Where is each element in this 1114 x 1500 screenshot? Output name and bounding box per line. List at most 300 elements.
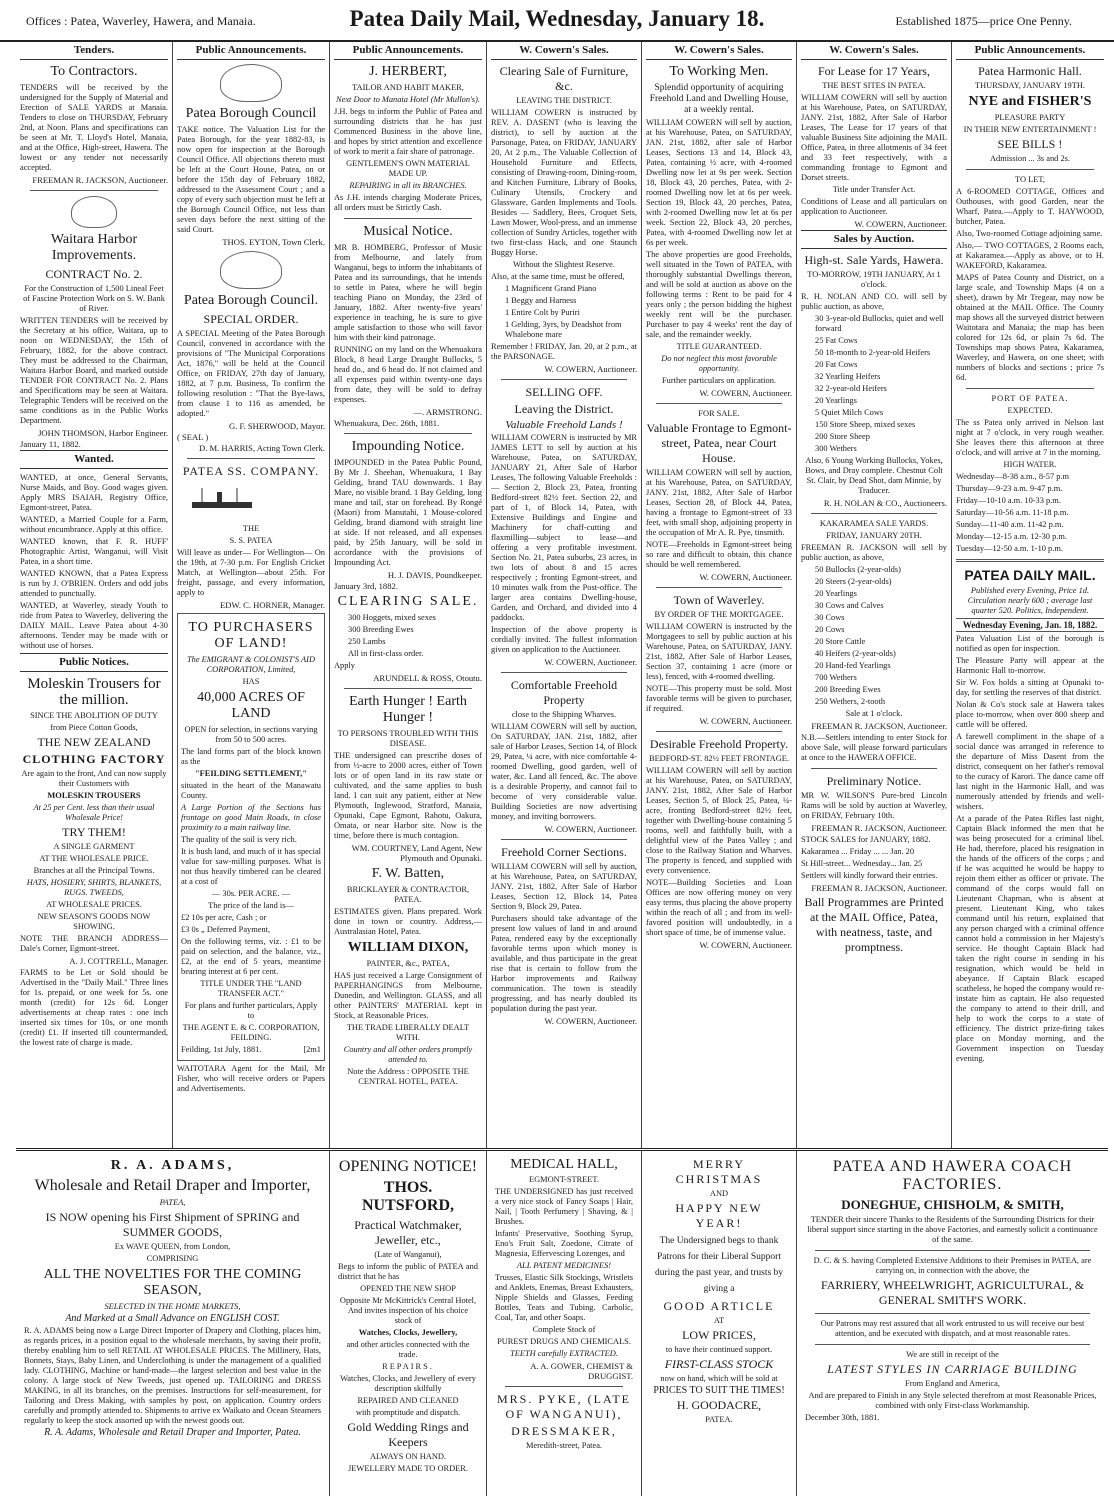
ad-line: now on hand, which will be sold at xyxy=(660,1374,778,1383)
adams-advertisement xyxy=(16,1151,330,1496)
divider xyxy=(811,768,937,769)
ad-title: Clearing Sale of Furniture, &c. xyxy=(499,64,629,93)
ad-title: Patea Borough Council xyxy=(185,106,317,121)
ad-line: Meredith-street, Patea. xyxy=(525,1441,603,1450)
ad-line: OPEN for selection, in sections varying from 50 to 500 acres. xyxy=(184,725,318,744)
list-item: 20 Hand-fed Yearlings xyxy=(815,661,891,670)
news-paragraph: Nolan & Co's stock sale at Hawera takes place to-morrow, when over 800 sheep and cattle will be offered. xyxy=(956,700,1104,729)
ad-line: Opposite Mr McKittrick's Central Hotel, And invites inspection of his choice stock of xyxy=(339,1296,477,1325)
ad-line: Country and all other orders promptly attended to. xyxy=(343,1045,473,1064)
ad-line: IN THEIR NEW ENTERTAINMENT ! xyxy=(963,125,1097,134)
ad-code: [2m1 xyxy=(303,1045,321,1054)
list-item: 32 Yearling Heifers xyxy=(815,372,881,381)
classified-ad: WANTED, a Married Couple for a Farm, without encumbrance. Apply at this office. xyxy=(20,515,168,534)
ad-line: THE NEW ZEALAND xyxy=(37,735,151,749)
ad-date: Whenuakura, Dec. 26th, 1881. xyxy=(334,418,440,428)
ad-signature: A. J. COTTRELL, Manager. xyxy=(69,956,168,966)
ad-body: NOTE—Building Societies and Loan Offices are now offering money on very easy terms, thus placing the above property within the reach of all ; and from its well-favored position will undoubtedly, in a short space of time, be of immense value. xyxy=(646,878,792,937)
ad-body: ESTIMATES given. Plans prepared. Work done in town or country. Address,—Australasian Hotel, Patea. xyxy=(334,907,482,936)
tide-row: Wednesday—8-38 a.m., 8-57 p.m xyxy=(956,472,1070,481)
ad-line: Settlers will kindly forward their entries. xyxy=(801,871,938,880)
ad-signature: FREEMAN R. JACKSON, Auctioneer. xyxy=(811,721,947,731)
coat-of-arms-icon xyxy=(71,196,117,228)
column-announcements-2 xyxy=(330,42,487,1148)
established-line: Established 1875—price One Penny. xyxy=(895,14,1072,28)
news-paragraph: A farewell compliment in the shape of a social dance was arranged in reference to the departure of Miss Dasent from the district, consequent on her father's removal to the curacy of Karori. The dance came off last night in the Harmonic Hall, and was numerously attended by friends and well-wishers. xyxy=(956,732,1104,811)
ad-line: Watches, Clocks, and Jewellery of every description skilfully xyxy=(340,1374,476,1393)
news-paragraph: At a parade of the Patea Rifles last night, Captain Black informed the men that he was being prosecuted for a criminal libel. He had, therefore, placed his resignation in the hands of the officers of the corps ; and if he was acquitted he would be happy to rejoin them either as officer or private. The command of the corps would fall on Lieutenant Chapman, who is absent at present. Lieutenant King, who takes command until his return, explained that any person charged with a criminal offence cannot hold a commission in her Majesty's service. He thought Captain Black had taken the right course in sending in his resignation, which would be held in abeyance. If Captain Black escaped scatheless, he hoped the company would re-instate him as captain. He also requested the company to attend to their drill, and help to work the corps to a state of efficiency. The district prize-firing takes place on Monday morning, and the Government inspection on Tuesday evening. xyxy=(956,814,1104,1063)
ad-line: and other articles connected with the trade. xyxy=(346,1340,470,1359)
column-announcements-1 xyxy=(173,42,330,1148)
ad-date: Feilding, 1st July, 1881. xyxy=(181,1045,262,1054)
seal-icon: ( SEAL ) xyxy=(177,432,209,442)
ad-line: The quality of the soil is very rich. xyxy=(181,835,297,844)
ad-title: F. W. Batten, xyxy=(371,866,445,881)
ad-line: On the following terms, viz. : £1 to be paid on selection, and the balance, viz., £2, at the end of 5 years, meantime bearing interest at 6 per cent. xyxy=(181,937,321,976)
ad-line: FIRST-CLASS STOCK xyxy=(664,1357,774,1371)
ad-body: FREEMAN R. JACKSON will sell by public auction, as above, xyxy=(801,543,947,562)
ad-line: HAS xyxy=(242,677,260,686)
ad-title: Impounding Notice. xyxy=(351,439,465,454)
ad-body: Will leave as under— For Wellington— On the 19th, at 7-30 p.m. For English Cricket Match, at Wellington—about 25th. For freight, passage, and every information, apply to xyxy=(177,548,325,597)
ad-body: MR B. HOMBERG, Professor of Music from Melbourne, and lately from Wanganui, begs to inform the inhabitants of Patea and its surroundings, that he intends to settle in Patea, where he will begin teaching Piano on Monday, the 23rd of January, 1882. After twenty-five years' experience in teaching, he is sure to give ample satisfaction to those who will favor him with their kind patronage. xyxy=(334,243,482,342)
ad-subtitle: BY ORDER OF THE MORTGAGEE. xyxy=(654,610,784,619)
ad-title: FOR SALE. xyxy=(698,409,740,418)
ad-subtitle: THE BEST SITES IN PATEA. xyxy=(822,81,926,90)
list-item: 300 Wethers xyxy=(815,444,857,453)
ad-body: MR W. WILSON'S Pure-bred Lincoln Rams will be sold by auction at Waverley, on FRIDAY, February 10th. xyxy=(801,791,947,820)
top-section xyxy=(16,42,1108,1148)
ad-body: THE UNDERSIGNED has just received a very nice stock of Fancy Soaps | Hair, Nail, | Tooth Perfumery | Shaving, & | Brushes. xyxy=(495,1187,633,1226)
ad-signature: JOHN THOMSON, Harbor Engineer. xyxy=(38,428,168,438)
ad-title: NYE and FISHER'S xyxy=(968,94,1092,109)
ad-line: ALWAYS ON HAND. xyxy=(369,1452,447,1461)
ad-signature: W. COWERN, Auctioneer. xyxy=(544,824,637,834)
ad-subtitle: Splendid opportunity of acquiring Freehold Land and Dwelling House, at a weekly rental. xyxy=(649,83,789,115)
ad-signature: W. COWERN, Auctioneer. xyxy=(854,219,947,229)
ad-line: For plans and further particulars, Apply to xyxy=(184,1001,318,1020)
ad-line: NEW SEASON'S GOODS NOW SHOWING. xyxy=(37,912,151,931)
column-heading: Public Announcements. xyxy=(177,42,325,60)
coat-of-arms-icon xyxy=(220,251,282,289)
ad-line: A Large Portion of the Sections has frontage on good Main Roads, in close proximity to a main railway line. xyxy=(181,803,321,832)
coach-factories-advertisement xyxy=(797,1151,1108,1496)
ad-signature: —. ARMSTRONG. xyxy=(413,407,482,417)
ad-signature: H. GOODACRE, xyxy=(676,1398,762,1412)
ad-line: (Late of Wanganui), xyxy=(374,1250,442,1259)
ad-signature: W. COWERN, Auctioneer. xyxy=(699,716,792,726)
ad-body: R. A. ADAMS being now a Large Direct Importer of Drapery and Clothing, places him, as regards prices, in a position equal to the wholesale merchants, by saving their profit, thereby enabling him to sell RETAIL AT WHOLESALE PRICES. The Millinery, Hats, Bonnets, Stays, Baby Linen, and Underclothing is under the management of a qualified lady. CLOTHING, Machine or hand-made—the largest selection and best value in the colony. A large stock of New Tweeds, just opened up. TAILORING and DRESS MAKING, in all its branches, on the premises. Instructions for self-measurement, for Tailoring and Dress Making, with samples by post, on application. Country orders carefully and promptly attended to. Shipments to arrive ex Waikato and Ocean Steamers regularly to keep the stock assorted up with the newest goods out. xyxy=(24,1326,321,1425)
ad-title: MERRY CHRISTMAS xyxy=(675,1157,763,1186)
ad-subtitle: TAILOR AND HABIT MAKER, xyxy=(352,83,464,92)
ad-line: situated in the heart of the Manawatu County. xyxy=(181,781,321,800)
ad-body: N.B.—Settlers intending to enter Stock for above Sale, will please forward particulars at once to the HAWERA OFFICE. xyxy=(801,733,947,762)
list-item: 30 Cows xyxy=(815,613,845,622)
ad-line: Do not neglect this most favorable opportunity. xyxy=(661,354,777,373)
ad-line: OPENED THE NEW SHOP xyxy=(360,1284,456,1293)
ad-title: Patea Harmonic Hall. xyxy=(978,64,1082,78)
seal-label: SEAL xyxy=(182,432,204,442)
ad-body: R. H. NOLAN AND CO. will sell by public auction, as above, xyxy=(801,292,947,311)
classified-ad: WANTED, at once, General Servants, Nurse Maids, and Boy. Good wages given. Apply MRS ISAIAH, Registry Office, Egmont-street, Patea. xyxy=(20,473,168,512)
ad-body: WILLIAM COWERN is instructed by MR JAMES LETT to sell by auction at his Warehouse, Patea, on SATURDAY, JANUARY 21, After Sale of Harbor Leases, The following Valuable Freeholds :— Section 2, Block 23, Patea, fronting Bedford-street 82½ feet. Section 22, and part of 1, of Block 14, Patea, with Extensive Buildings and Engine and Machinery for chaff-cutting and flaxmilling—subject to lease—and offering a very profitable investment. Section No. 21, Patea suburbs, 23 acres, in two lots of about 8 and 15 acres respectively ; fronting Egmont-street, and 10 minutes walk from the Post-office. The larger area contains Dwelling-house, Garden, and Orchard, and divided into 4 paddocks. xyxy=(491,433,637,622)
goodacre-advertisement xyxy=(642,1151,797,1496)
list-item: 200 Breeding Ewes xyxy=(815,685,881,694)
ad-body: Our Patrons may rest assured that all work entrusted to us will receive our best attention, and be executed with dispatch, and at most reasonable rates. xyxy=(820,1319,1085,1338)
ad-body: WILLIAM COWERN will sell by auction, at his Warehouse, Patea, on SATURDAY, JANY. 21st, 1882, After Sale of Harbor Leases, Section 28, of Block 44, Patea, having a frontage to Egmont-street of 33 feet, with small shop, adjoining property in the occupation of Mr A. R. Pye, tinsmith. xyxy=(646,468,792,537)
paper-nameplate: PATEA DAILY MAIL. xyxy=(964,567,1096,583)
ad-line: Also, 6 Young Working Bullocks, Yokes, Bows, and Dray complete. Chestnut Colt St. Clair, by Dead Shot, dam Minnie, by Traducer. xyxy=(805,456,943,495)
list-item: 1 Magnificent Grand Piano xyxy=(505,284,597,293)
ad-signature: FREEMAN R. JACKSON, Auctioneer. xyxy=(811,823,947,833)
ad-line: COMPRISING xyxy=(146,1254,199,1263)
ad-subtitle: SPECIAL ORDER. xyxy=(203,312,299,326)
ad-line: HATS, HOSIERY, SHIRTS, BLANKETS, RUGS. TWEEDS, xyxy=(26,878,162,897)
ad-line: REPAIRED AND CLEANED xyxy=(357,1396,459,1405)
divider xyxy=(966,388,1094,389)
divider xyxy=(656,587,782,588)
ad-body: HAS just received a Large Consignment of PAPERHANGINGS from Melbourne, Dunedin, and Wellington. GLASS, and all other PAINTERS' MATERIAL kept in Stock, at Reasonable Prices. xyxy=(334,971,482,1020)
ad-signature: EDW. C. HORNER, Manager. xyxy=(220,600,325,610)
ad-line: A SINGLE GARMENT xyxy=(53,842,135,851)
ad-line: At 25 per Cent. less than their usual Wholesale Price! xyxy=(33,803,155,822)
divider xyxy=(656,403,782,404)
ad-signature: FREEMAN R. JACKSON, Auctioneer. xyxy=(811,883,947,893)
ad-title: HAPPY NEW YEAR! xyxy=(675,1201,763,1230)
ad-line: AT WHOLESALE PRICES. xyxy=(46,900,142,909)
ad-line: THE xyxy=(242,524,260,533)
steamship-icon xyxy=(177,484,267,514)
tide-row: Monday—12-15 a.m. 12-30 p.m. xyxy=(956,532,1067,541)
ad-line: — 30s. PER ACRE. — xyxy=(211,889,291,898)
ad-signature: W. COWERN, Auctioneer. xyxy=(699,388,792,398)
ad-title: TO LET, xyxy=(1015,175,1045,184)
section-heading: Public Notices. xyxy=(20,653,168,672)
offices-line: Offices : Patea, Waverley, Hawera, and Manaia. xyxy=(26,14,256,28)
ad-body: WILLIAM COWERN is instructed by REV. A. DASENT (who is leaving the district), to sell by auction at the Parsonage, Patea, on FRIDAY, JANUARY 20, At 2 p.m., The Valuable Collection of Household Furniture and Effects, consisting of Drawing-room, Dining-room, and Kitchen Furniture, Library of Books, Culinary Utensils, Crockery and Glassware, Garden Implements and Tools. Besides — Saddlery, Bees, Croquet Sets, Lawn Mower, Wool-press, and an immense collection of Sundry Articles, together with two first-class Hack, and one Staunch Buggy Horse. xyxy=(491,108,637,257)
ad-line: LOW PRICES, xyxy=(682,1328,756,1342)
ad-title: R. A. ADAMS, xyxy=(110,1158,235,1173)
nutsford-advertisement xyxy=(330,1151,487,1496)
ad-signature: THOS. EYTON, Town Clerk. xyxy=(222,237,325,247)
column-tenders xyxy=(16,42,173,1148)
land-advertisement xyxy=(177,613,325,1061)
newspaper-title: Patea Daily Mail, Wednesday, January 18. xyxy=(349,6,765,31)
ad-body: Trusses, Elastic Silk Stockings, Wristlets and Anklets, Enemas, Breast Exhausters, Nipple Shields and Glasses, Feeding Bottles, Teats and Tubing. Carbolic, Coal, Tar, and other Soaps. xyxy=(495,1273,633,1322)
ad-body: TAKE notice. The Valuation List for the Patea Borough, for the year 1882-83, is now open for inspection at the Borough Council Office. All objections thereto must be left at the Court House, Patea, on or before the 15th day of February 1882, addressed to the Assessment Court ; and a copy of every such objection must be left at the Borough Council Office, not less than seven days before the next sitting of the said Court. xyxy=(177,125,325,234)
ad-line: THE AGENT E. & C. CORPORATION, FEILDING. xyxy=(182,1023,320,1042)
ad-line: Title under Transfer Act. xyxy=(832,185,916,194)
ad-line: TITLE GUARANTEED. xyxy=(676,342,762,351)
ad-line: Complete Stock of xyxy=(532,1325,596,1334)
ad-body: WILLIAM COWERN will sell by auction at his Warehouse, Patea, on SATURDAY, JANY. 21st, 1882, After Sale of Harbor Leases, Section 5, of Block 25, Patea, ¼-acre, fronting Bedford-street 82½ feet, together with Dwelling-house containing 5 rooms, well and faithfully built, with a delightful view of the Patea Valley ; and close to the Railway Station and Wharves. The property is fenced, and supplied with every convenience. xyxy=(646,766,792,875)
ad-line: PATEA. xyxy=(705,1415,733,1424)
ad-line: to have their continued support. xyxy=(665,1345,773,1354)
ad-line: Admission ... 3s and 2s. xyxy=(989,154,1071,163)
list-item: 20 Fat Cows xyxy=(815,360,858,369)
ad-title: Preliminary Notice. xyxy=(826,774,922,788)
ad-line: From England and America, xyxy=(905,1379,1000,1388)
divider xyxy=(505,1386,623,1387)
ad-line: And Marked at a Small Advance on ENGLISH COST. xyxy=(65,1313,280,1324)
ad-footer: R. A. Adams, Wholesale and Retail Draper and Importer, Patea. xyxy=(44,1427,301,1438)
ad-line: IS NOW opening his First Shipment of SPRING and SUMMER GOODS, xyxy=(45,1210,300,1239)
ad-line: Also, at the same time, must be offered, xyxy=(491,272,625,281)
ad-title: THOS. NUTSFORD, xyxy=(361,1179,454,1214)
ad-subtitle: BEDFORD-ST. 82½ FEET FRONTAGE. xyxy=(648,754,789,763)
divider xyxy=(815,1344,1090,1345)
section-heading: Sales by Auction. xyxy=(801,230,947,249)
ad-date: January 11, 1882. xyxy=(20,439,81,449)
ad-title: HIGH WATER. xyxy=(1003,460,1057,469)
column-heading: W. Cowern's Sales. xyxy=(801,42,947,60)
ad-line: ALL THE NOVELTIES FOR THE COMING SEASON, xyxy=(43,1267,302,1298)
ad-line: Gold Wedding Rings and Keepers xyxy=(347,1420,469,1449)
ad-line: SINCE THE ABOLITION OF DUTY xyxy=(30,711,158,720)
ad-line: TEETH carefully EXTRACTED. xyxy=(510,1349,618,1358)
ad-line: Without the Slightest Reserve. xyxy=(512,260,615,269)
ad-line: The price of the land is— xyxy=(208,901,294,910)
ad-line: LATEST STYLES IN CARRIAGE BUILDING xyxy=(827,1362,1078,1376)
ad-signature: WM. COURTNEY, Land Agent, New Plymouth and Opunaki. xyxy=(351,843,482,863)
ad-body: RUNNING on my land on the Whenuakura Block, 8 head Large Draught Bullocks, 5 head do., and 6 head do. If not claimed and all expenses paid within twenty-one days from date, they will be sold to defray expenses. xyxy=(334,345,482,404)
ad-title: Desirable Freehold Property. xyxy=(649,737,789,751)
divider xyxy=(966,169,1094,170)
ad-line: AND xyxy=(709,1189,729,1198)
ad-line: AT xyxy=(713,1316,725,1325)
ad-title: Town of Waverley. xyxy=(673,593,765,607)
ad-body: MAPS of Patea County and District, on a large scale, and Township Maps (4 on a sheet), drawn by Mr Tregear, may now be obtained at the MAIL Office. The County map shows all the surveyed district between Waitotara and Manaia; the map has been colored for 12s 6d, or plain 7s 6d. The Townships map shows Patea, Kakaramea, Waverley, and Hawera, on one sheet; with numbers of blocks and sections ; price 7s 6d. xyxy=(956,273,1104,382)
ad-body: The Undersigned begs to thank Patrons for their Liberal Support during the past year, and trusts by giving a xyxy=(654,1236,784,1294)
list-item: 300 Hoggets, mixed sexes xyxy=(348,613,436,622)
ad-body: FARMS to be Let or Sold should be Advertised in the "Daily Mail." Three lines for 1s. prepaid, or one week for 5s. one month (credit) for 12s 6d. Longer advertisements at cheap rates : one inch inserted six times for 10s, or one month (credit) £1. If inserted till countermanded, the lowest rate of charge is made. xyxy=(20,968,168,1047)
list-item: 300 Breeding Ewes xyxy=(348,625,414,634)
classified-ad: WANTED KNOWN, that a Patea Express is run by J. O'BRIEN. Orders and odd jobs attended to punctually. xyxy=(20,569,168,598)
ad-signature: FREEMAN R. JACKSON, Auctioneer. xyxy=(32,175,168,185)
medical-hall-advertisement xyxy=(487,1151,642,1496)
ad-line: THE TRADE LIBERALLY DEALT WITH. xyxy=(346,1023,470,1042)
ad-signature: G. F. SHERWOOD, Mayor. xyxy=(229,421,325,431)
column-heading: W. Cowern's Sales. xyxy=(491,42,637,60)
divider xyxy=(344,688,472,689)
ad-body: Ball Programmes are Printed at the MAIL Office, Patea, with neatness, taste, and promptness. xyxy=(804,895,944,954)
ad-subtitle: LEAVING THE DISTRICT. xyxy=(516,96,612,105)
ad-line: Are again to the front, And can now supply their Customers with xyxy=(21,769,167,788)
paper-dateline: Wednesday Evening, Jan. 18, 1882. xyxy=(956,618,1104,632)
ad-line: TITLE UNDER THE "LAND TRANSFER ACT." xyxy=(200,979,302,998)
list-item: 200 Store Sheep xyxy=(815,432,870,441)
ad-body: And are prepared to Finish in any Style selected therefrom at most Reasonable Prices, combined with only First-class Workmanship. xyxy=(808,1391,1097,1410)
list-item: 50 Bullocks (2-year-olds) xyxy=(815,565,901,574)
tide-row: Friday—10-10 a.m. 10-33 p.m. xyxy=(956,496,1061,505)
list-item: 20 Steers (2-year-olds) xyxy=(815,577,892,586)
ad-line: TRY THEM! xyxy=(62,825,126,839)
ad-subtitle: EGMONT-STREET. xyxy=(528,1175,600,1184)
list-item: 32 2-year-old Heifers xyxy=(815,384,887,393)
ad-signature: H. J. DAVIS, Poundkeeper. xyxy=(387,570,482,580)
ad-line: PUREST DRUGS AND CHEMICALS. xyxy=(497,1337,631,1346)
ad-signature: D. M. HARRIS, Acting Town Clerk. xyxy=(198,443,325,453)
ad-title: Musical Notice. xyxy=(363,224,453,239)
list-item: 150 Store Sheep, mixed sexes xyxy=(815,420,916,429)
tide-row: Thursday—9-23 a.m. 9-47 p.m. xyxy=(956,484,1063,493)
ad-title: Earth Hunger ! Earth Hunger ! xyxy=(349,694,467,725)
ad-subtitle: DRESSMAKER, xyxy=(511,1424,617,1438)
ad-line: 40,000 ACRES OF LAND xyxy=(197,690,305,721)
ad-line: St Hill-street... Wednesday... Jan. 25 xyxy=(801,859,923,868)
ad-title: KAKARAMEA SALE YARDS. xyxy=(819,519,929,528)
ad-line: MOLESKIN TROUSERS xyxy=(47,791,141,800)
divider xyxy=(187,458,315,459)
coat-of-arms-icon xyxy=(220,64,282,102)
list-item: 20 Yearlings xyxy=(815,396,857,405)
ad-title: MRS. PYKE, (LATE OF WANGANUI), xyxy=(496,1392,631,1421)
ad-subtitle: close to the Shipping Wharves. xyxy=(511,710,617,719)
ad-title: For Lease for 17 Years, xyxy=(818,64,930,78)
ad-body: WILLIAM COWERN will sell by auction, at his Warehouse, Patea, on SATURDAY, JAN. 21st, 1882, after sale of Harbor Leases, Sections 13 and 14, Block 43, Patea, containing ½ acre, with 4-roomed Dwelling now let at 9s per week. Section 18, Block 43, 20 perches, Patea, with 2-roomed Dwelling now let at 6s per week. Section 19, Block 43, 20 perches, Patea, with 2-roomed Dwelling now let at 6s per week. Section 22, Block 43, 20 perches, Patea, with 4-roomed Dwelling now let at 6s per week. xyxy=(646,118,792,247)
ad-body: D. C. & S. having Completed Extensive Additions to their Premises in PATEA, are carrying on, in connection with the above, the xyxy=(813,1256,1092,1275)
ad-signature: R. H. NOLAN & CO., Auctioneers. xyxy=(823,498,947,508)
ad-title: OPENING NOTICE! xyxy=(338,1158,478,1175)
ad-body: TENDERS will be received by the undersigned for the Supply of Material and Erection of SALE YARDS at Manaia. Tenders to close on THURSDAY, February 2nd, at Noon. Plans and specifications can be seen at Mr. T. Lloyd's Hotel, Manaia, and at the Office, High-street, Hawera. The lowest or any tender not necessarily accepted. xyxy=(20,83,168,172)
ad-line: S. S. PATEA xyxy=(229,536,273,545)
list-item: 30 3-year-old Bullocks, quiet and well forward xyxy=(815,314,944,333)
ad-subtitle: Practical Watchmaker, Jeweller, etc., xyxy=(354,1218,462,1247)
ad-line: GOOD ARTICLE xyxy=(663,1299,775,1313)
list-item: 250 Lambs xyxy=(348,637,386,646)
ad-line: It is bush land, and much of it has special value for saw-milling purposes. What is not thus heavily timbered can be cleared at a cost of xyxy=(181,847,321,886)
list-item: 1 Beggy and Harness xyxy=(505,296,577,305)
column-heading: Public Announcements. xyxy=(334,42,482,60)
divider xyxy=(815,1250,1090,1251)
ad-line: JEWELLERY MADE TO ORDER. xyxy=(348,1464,468,1473)
list-item: 1 Gelding, 3yrs, by Deadshot from Whalebone mare xyxy=(505,320,622,339)
news-paragraph: The ss Patea only arrived in Nelson last night at 7 o'clock, in very rough weather. She leaves there this afternoon at three o'clock, and will arrive at 7 in the morning. xyxy=(956,418,1104,457)
ad-body: The above properties are good Freeholds, well situated in the Town of PATEA, with thoroughly substantial Dwellings thereon, and will be sold at auction as above on the following terms : Rent to be paid for 4 years only ; the person bidding the highest weekly rent will be the purchaser. Purchaser to pay 4 weeks' rent the day of sale, and the remainder weekly. xyxy=(646,250,792,339)
ad-body: Also,— TWO COTTAGES, 2 Rooms each, at Kakaramea.—Apply as above, or to H. WAKEFORD, Kakaramea. xyxy=(956,241,1104,270)
bottom-section xyxy=(16,1148,1108,1499)
divider xyxy=(956,559,1104,562)
ad-line: TO-MORROW, 19TH JANUARY, At 1 o'clock. xyxy=(807,270,941,289)
ad-line: GENTLEMEN'S OWN MATERIAL MADE UP. xyxy=(346,159,470,178)
list-item: 5 Quiet Milch Cows xyxy=(815,408,884,417)
ad-subtitle: Wholesale and Retail Draper and Importer, xyxy=(34,1177,311,1194)
ad-body: IMPOUNDED in the Patea Public Pound, By Mr J. Sheehan, Whenuakura, 1 Bay Gelding, brand TAU downwards. 1 Bay Mare, no visible brand. 1 Bay Gelding, long mane and tail, star on forehead. By Rongé (Maori) from Manutahi, 1 Mouse-colored Gelding, brand diamond with straight line at side. If not released, and all expenses paid, by 25th January, will be sold in accordance with the provisions of Impounding Act. xyxy=(334,458,482,567)
ad-line: Further particulars on application. xyxy=(662,376,776,385)
masthead xyxy=(0,0,1114,42)
ad-title: WILLIAM DIXON, xyxy=(347,940,469,955)
ad-signature: W. COWERN, Auctioneer. xyxy=(699,940,792,950)
list-item: 40 Heifers (2-year-olds) xyxy=(815,649,896,658)
ad-line: REPAIRS. xyxy=(382,1362,434,1371)
list-item: 25 Fat Cows xyxy=(815,336,858,345)
ad-title: J. HERBERT, xyxy=(369,64,447,79)
ad-signature: A. A. GOWER, CHEMIST & DRUGGIST. xyxy=(530,1361,633,1381)
ad-line: Remember ! FRIDAY, Jan. 20, at 2 p.m., at the PARSONAGE. xyxy=(491,342,637,361)
list-item: All in first-class order. xyxy=(348,649,424,658)
news-paragraph: The Pleasure Party will appear at the Harmonic Hall to-morrow. xyxy=(956,656,1104,675)
column-heading: Tenders. xyxy=(20,42,168,60)
ad-subtitle: Valuable Frontage to Egmont-street, Patea, near Court House. xyxy=(646,421,792,465)
ad-line: We are still in receipt of the xyxy=(906,1350,999,1359)
divider xyxy=(501,672,627,673)
ad-title: MEDICAL HALL, xyxy=(510,1157,618,1172)
ad-date: December 30th, 1881. xyxy=(805,1413,880,1422)
ad-line: Branches at all the Principal Towns. xyxy=(33,866,155,875)
ad-body: Inspection of the above property is cordially invited. The fullest information given on application to the Auctioneer. xyxy=(491,625,637,654)
ad-title: Comfortable Freehold Property xyxy=(510,678,618,707)
ad-body: Also, Two-roomed Cottage adjoining same. xyxy=(956,229,1103,238)
ad-body: J.H. begs to inform the Public of Patea and surrounding districts that he has just Commenced Business in the above line, and hopes by strict attention and excellence of work to merit a fair share of patronage. xyxy=(334,107,482,156)
ad-title: CLEARING SALE. xyxy=(337,594,479,609)
ad-title: High-st. Sale Yards, Hawera. xyxy=(804,253,944,267)
list-item: 20 Store Cattle xyxy=(815,637,866,646)
ad-line: PATEA, xyxy=(159,1198,186,1207)
ad-line xyxy=(181,1045,321,1055)
ad-signature: W. COWERN, Auctioneer. xyxy=(544,1016,637,1026)
ad-body: Purchasers should take advantage of the present low values of land in and around Patea, rendered easy by the exceptionally favorable terms upon which money is available, and thus participate in the great rise that is certain to follow from the Harbor improvements and Railway communication. The town is steadily progressing, and has nearly doubled its population during the past year. xyxy=(491,914,637,1013)
ad-body: WILLIAM COWERN will sell by auction, On SATURDAY, JAN. 21st, 1882, after sale of Harbor Leases, Section 14, of Block 29, Patea, ¼ acre, with nice comfortable 4-roomed Dwelling, good garden, well of water, &c. Land all fenced, &c. The above is a desirable Property, and cannot fail to become of very considerable value. Building Societies are now advertising money, and inviting borrowers. xyxy=(491,722,637,821)
divider xyxy=(501,379,627,380)
divider xyxy=(811,513,937,514)
ad-subtitle: PLEASURE PARTY xyxy=(994,113,1066,122)
ad-body: Infants' Preservative, Soothing Syrup, Eno's Fruit Salt, Zoedone, Citrate of Magnesia, Effervescing Lozenges, and xyxy=(495,1229,633,1258)
ad-title: To Working Men. xyxy=(669,64,769,79)
ad-subtitle: CONTRACT No. 2. xyxy=(45,267,143,281)
ad-subtitle: TO PERSONS TROUBLED WITH THIS DISEASE. xyxy=(337,729,479,748)
ad-line: THURSDAY, JANUARY 19TH. xyxy=(975,81,1085,90)
column-announcements-3 xyxy=(952,42,1108,1148)
ad-line: "FEILDING SETTLEMENT," xyxy=(195,769,307,778)
ad-line: SELECTED IN THE HOME MARKETS, xyxy=(104,1302,241,1311)
divider xyxy=(30,190,158,191)
ad-body: TENDER their sincere Thanks to the Residents of the Surrounding Districts for their liberal support since starting in the above Factories, and earnestly solicit a continuance of the same. xyxy=(807,1215,1098,1244)
ad-title: TO PURCHASERS OF LAND! xyxy=(188,620,314,651)
ad-line: The EMIGRANT & COLONIST'S AID CORPORATION, Limited, xyxy=(186,655,316,674)
divider xyxy=(501,839,627,840)
ad-line: NOTE THE BRANCH ADDRESS— Dale's Corner, Egmont-street. xyxy=(20,934,168,953)
ad-line: FRIDAY, JANUARY 20TH. xyxy=(826,531,922,540)
list-item: 250 Wethers, 2-tooth xyxy=(815,697,886,706)
column-heading: W. Cowern's Sales. xyxy=(646,42,792,60)
divider xyxy=(344,218,472,219)
column-cowern-2 xyxy=(642,42,797,1148)
ad-signature: W. COWERN, Auctioneer. xyxy=(544,657,637,667)
paper-subtitle: Published every Evening, Price 1d. Circulation nearly 600 ; average last quarter 520. Politics, Independent. xyxy=(967,586,1093,615)
classified-ad: WANTED known, that F. R. HUFF' Photographic Artist, Wanganui, will Visit Patea, in a short time. xyxy=(20,537,168,566)
section-heading: Wanted. xyxy=(20,450,168,469)
list-item: 20 Yearlings xyxy=(815,589,857,598)
ad-subtitle: PAINTER, &c., PATEA, xyxy=(366,959,450,968)
ad-body: NOTE—Freeholds in Egmont-street being so rare and difficult to obtain, this chance should be well remembered. xyxy=(646,540,792,569)
ad-title: PATEA SS. COMPANY. xyxy=(182,464,320,478)
ad-body: A SPECIAL Meeting of the Patea Borough Council, convened in accordance with the provisions of "The Municipal Corporations Act, 1876," will be held at the Council Office, on FRIDAY, 27th day of January, 1882, at 7 p.m. Business, To confirm the following resolution : "That the Bye-laws, from clause 1 to 116 as amended, be adopted." xyxy=(177,329,325,418)
ad-line: PRICES TO SUIT THE TIMES! xyxy=(653,1385,785,1396)
news-paragraph: Sir W. Fox holds a sitting at Opunaki to-day, for settling the reserves of that district. xyxy=(956,678,1104,697)
ad-line: CLOTHING FACTORY xyxy=(22,752,166,766)
ad-title: Waitara Harbor Improvements. xyxy=(50,232,138,263)
ad-subtitle: BRICKLAYER & CONTRACTOR, PATEA. xyxy=(346,885,470,904)
ad-title: STOCK SALES for JANUARY, 1882. xyxy=(801,835,931,844)
ad-line: REPAIRING in all its BRANCHES. xyxy=(349,181,467,190)
list-item: 20 Cows xyxy=(815,625,845,634)
column-heading: Public Announcements. xyxy=(956,42,1104,60)
ad-body: WILLIAM COWERN will sell by auction, at his Warehouse, Patea, on SATURDAY, JANY. 21st, 1882, After Sale of Harbor Leases, Section 12, Block 14, Patea Section 9, Block 29, Patea. xyxy=(491,862,637,911)
ad-body: WILLIAM COWERN will sell by auction at his Warehouse, Patea, on SATURDAY, JANY. 21st, 1882, After Sale of Harbor Leases, The Lease for 17 years of that valuable Business Site adjoining the MAIL Office, Patea, in three allotments of 34 feet and 33 feet respectively, with a commanding frontage to Egmont and Dorset streets. xyxy=(801,93,947,182)
ad-body: For the Construction of 1,500 Lineal Feet of Fascine Protection Work on S. W. Bank of River. xyxy=(23,284,165,313)
ad-line: Watches, Clocks, Jewellery, xyxy=(358,1328,458,1337)
column-cowern-3 xyxy=(797,42,952,1148)
